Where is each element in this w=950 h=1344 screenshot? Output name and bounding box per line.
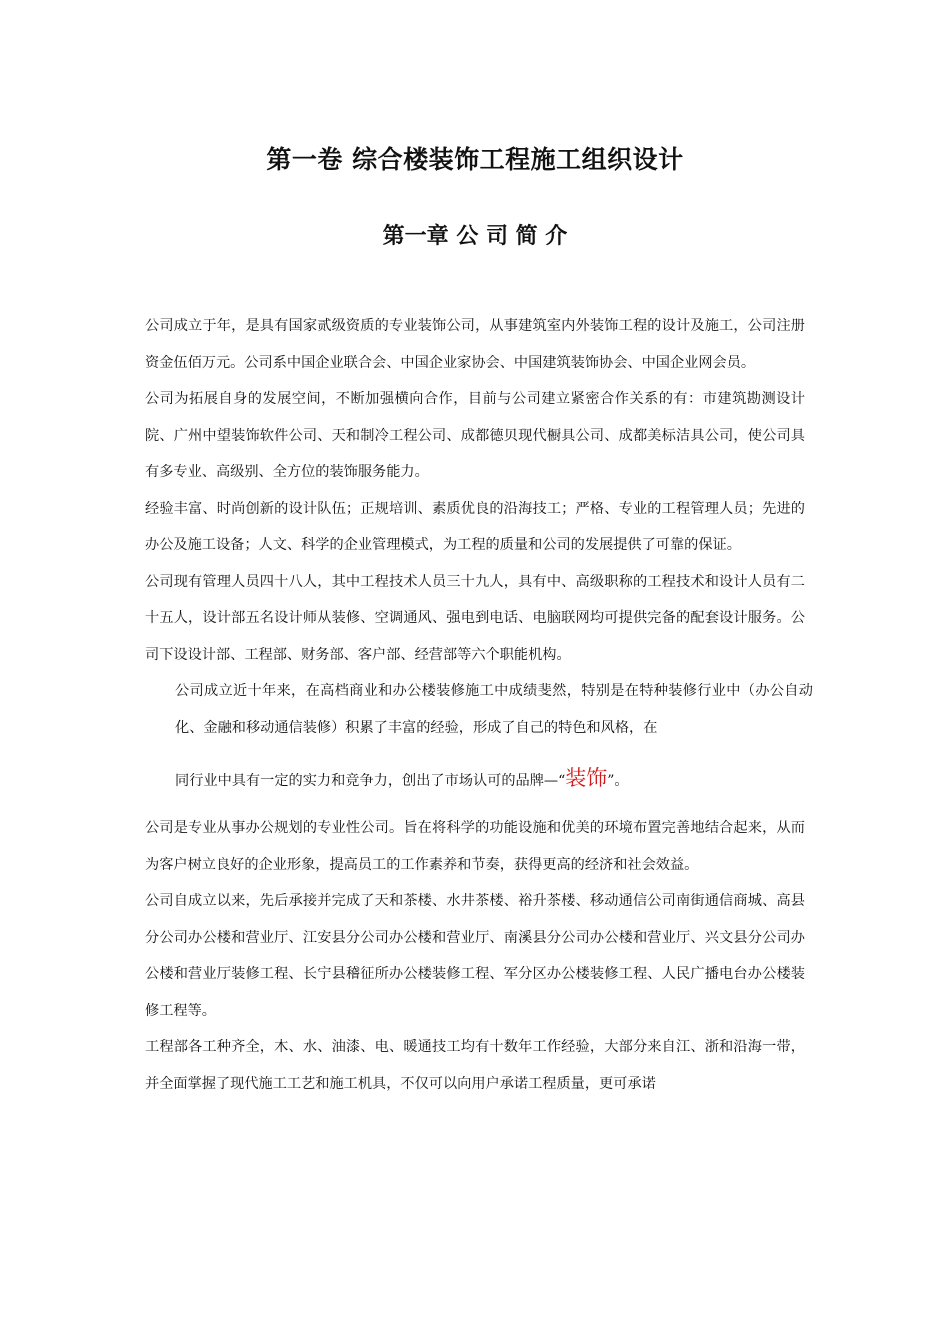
document-body — [145, 308, 813, 1102]
paragraph-engineering: 工程部各工种齐全，木、水、油漆、电、暖通技工均有十数年工作经验，大部分来自江、浙和沿海一带，并全面掌握了现代施工工艺和施工机具，不仅可以向用户承诺工程质量，更可承诺 — [145, 1039, 805, 1092]
brand-name: 装饰 — [565, 766, 608, 790]
brand-line-text: 同行业中具有一定的实力和竞争力，创出了市场认可的品牌— — [175, 773, 559, 789]
paragraph-team: 经验丰富、时尚创新的设计队伍；正规培训、素质优良的沿海技工；严格、专业的工程管理人员；先进的办公及施工设备；人文、科学的企业管理模式，为工程的质量和公司的发展提供了可靠的保证。 — [145, 500, 805, 553]
paragraph-projects: 公司自成立以来，先后承接并完成了天和茶楼、水井茶楼、裕升茶楼、移动通信公司南街通信商城、高县分公司办公楼和营业厅、江安县分公司办公楼和营业厅、南溪县分公司办公楼和营业厅、兴文县分公司办公楼和营业厅装修工程、长宁县稽征所办公楼装修工程、军分区办公楼装修工程、人民广播电台办公楼装修工程等。 — [145, 893, 805, 1019]
paragraph-office-planning: 公司是专业从事办公规划的专业性公司。旨在将科学的功能设施和优美的环境布置完善地结合起来，从而为客户树立良好的企业形象，提高员工的工作素养和节奏，获得更高的经济和社会效益。 — [145, 820, 805, 873]
paragraph-partnerships: 公司为拓展自身的发展空间，不断加强横向合作，目前与公司建立紧密合作关系的有：市建筑勘测设计院、广州中望装饰软件公司、天和制冷工程公司、成都德贝现代橱具公司、成都美标洁具公司，使公司具有多专业、高级别、全方位的装饰服务能力。 — [145, 391, 805, 480]
paragraph-brand-line — [175, 746, 805, 810]
volume-title: 第一卷 综合楼装饰工程施工组织设计 — [266, 145, 684, 174]
paragraph-achievements: 公司成立近十年来，在高档商业和办公楼装修施工中成绩斐然，特别是在特种装修行业中（办公自动化、金融和移动通信装修）积累了丰富的经验，形成了自己的特色和风格，在 — [175, 683, 813, 736]
paragraph-staff: 公司现有管理人员四十八人，其中工程技术人员三十九人，具有中、高级职称的工程技术和设计人员有二十五人，设计部五名设计师从装修、空调通风、强电到电话、电脑联网均可提供完备的配套设计服务。公司下设设计部、工程部、财务部、客户部、经营部等六个职能机构。 — [145, 573, 805, 663]
brand-open-quote: “ — [558, 773, 566, 789]
chapter-title: 第一章 公 司 简 介 — [382, 224, 568, 249]
paragraph-company-intro: 公司成立于年，是具有国家贰级资质的专业装饰公司，从事建筑室内外装饰工程的设计及施工，公司注册资金伍佰万元。公司系中国企业联合会、中国企业家协会、中国建筑装饰协会、中国企业网会员。 — [145, 318, 805, 371]
brand-close-quote: ”。 — [607, 773, 629, 789]
